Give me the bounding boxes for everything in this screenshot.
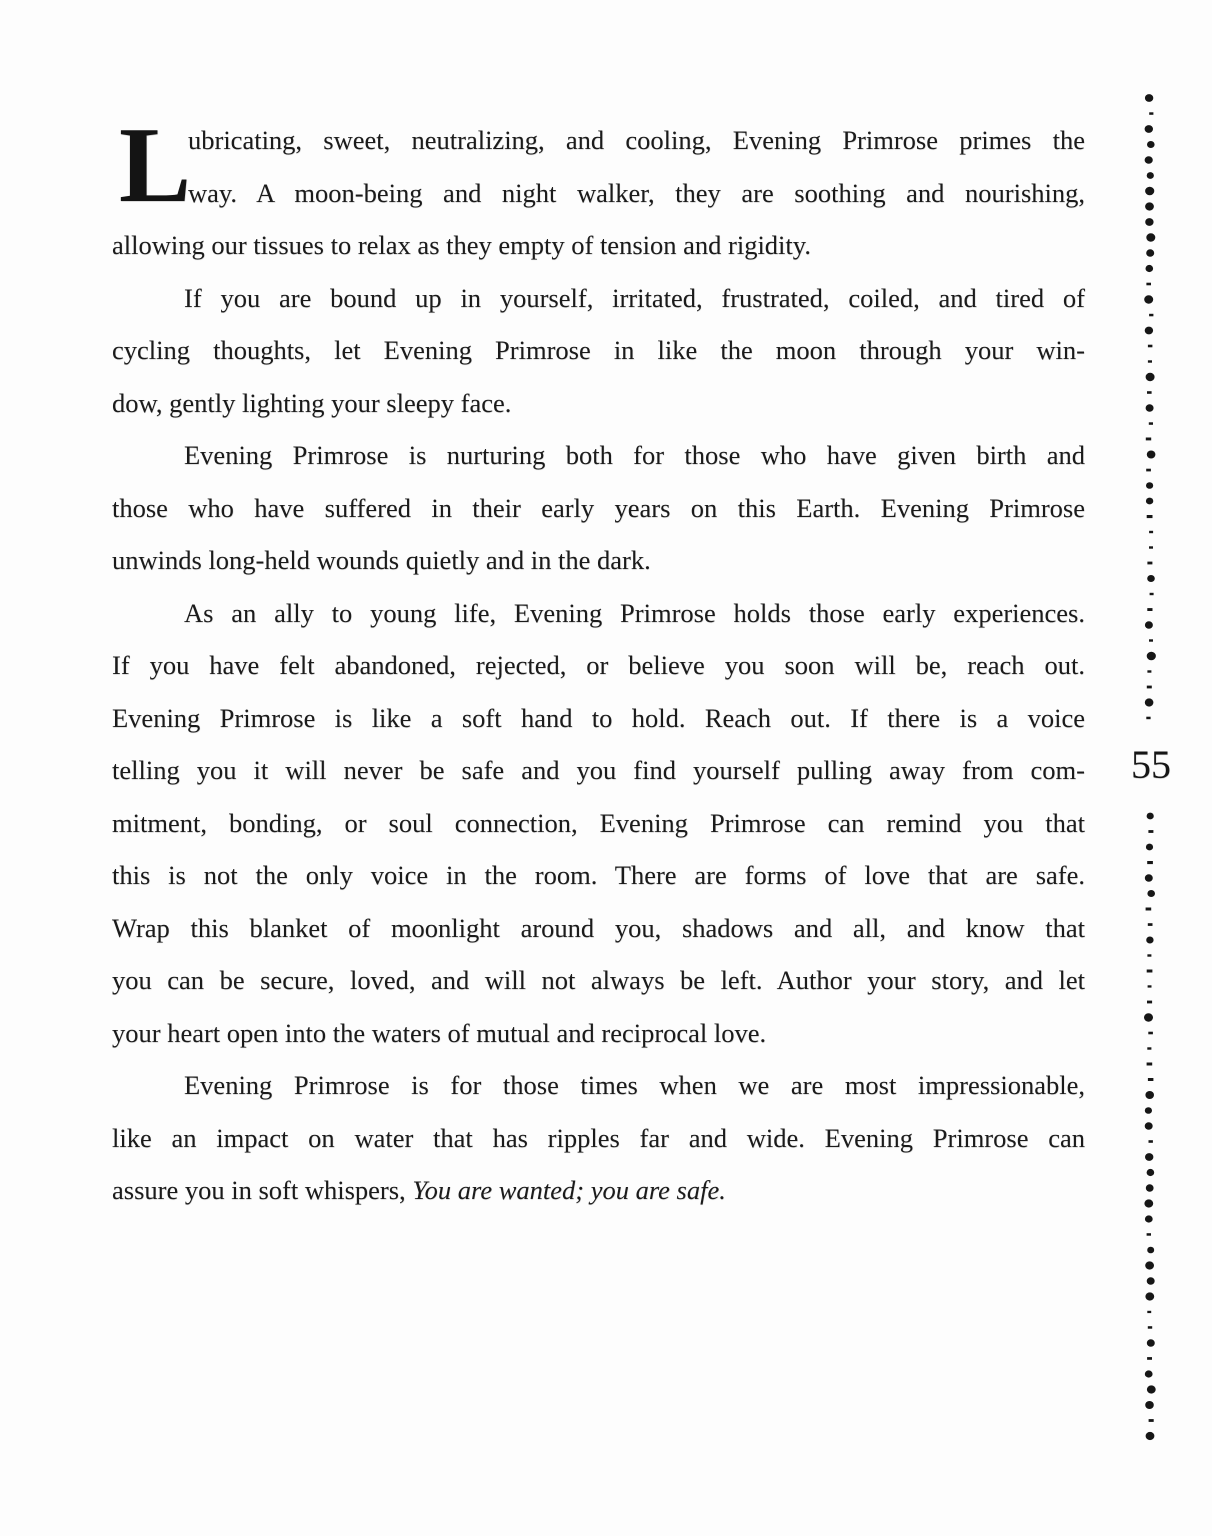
ornament-dot (1145, 1215, 1153, 1222)
paragraph (112, 272, 1085, 430)
ornament-dot (1146, 908, 1152, 911)
ornament-dot (1148, 1326, 1152, 1329)
ornament-dot (1149, 112, 1153, 115)
drop-cap: L (119, 106, 192, 225)
ornament-dot (1147, 954, 1151, 956)
ornament-dot (1147, 890, 1155, 897)
ornament-dot (1146, 937, 1153, 944)
ornament-dot (1147, 141, 1155, 148)
ornament-dot (1147, 1385, 1156, 1393)
ornament-dot (1149, 1419, 1154, 1422)
ornament-dot (1145, 125, 1153, 133)
ornament-dot (1146, 373, 1155, 381)
ornament-dot (1147, 1311, 1151, 1313)
ornament-dot (1146, 404, 1154, 411)
text-line (112, 1164, 1085, 1217)
ornament-dot (1147, 451, 1156, 459)
ornament-dot (1145, 698, 1154, 706)
ornament-dot (1147, 652, 1156, 661)
body-text (112, 106, 1085, 1217)
ornament-dot (1145, 874, 1153, 881)
text-line: unwinds long-held wounds quietly and in the dark. (112, 545, 651, 575)
ornament-dot (1145, 327, 1153, 335)
text-line: way. A moon-being and night walker, they are soothing and nourishing, (188, 177, 1085, 208)
ornament-dot (1149, 422, 1153, 425)
text-line: mitment, bonding, or soul connection, Evening Primrose can remind you that (112, 807, 1085, 838)
ornament-dot (1144, 1199, 1153, 1207)
ornament-dot (1147, 670, 1151, 672)
ornament-dot (1148, 345, 1153, 348)
ornament-dot (1147, 562, 1152, 565)
ornament-dot (1148, 985, 1152, 987)
ornament-dot (1146, 1432, 1155, 1440)
ornament-dot (1144, 295, 1153, 303)
ornament-dot (1145, 187, 1154, 196)
ornament-dot (1145, 94, 1153, 102)
text-line: like an impact on water that has ripples far and wide. Evening Primrose can (112, 1122, 1085, 1153)
ornament-dot (1149, 546, 1153, 548)
text-line: cycling thoughts, let Evening Primrose in like the moon through your win- (112, 335, 1085, 365)
ornament-dot (1146, 717, 1150, 720)
text-line: dow, gently lighting your sleepy face. (112, 387, 512, 418)
text-line: Evening Primrose is for those times when we are most impressionable, (184, 1070, 1085, 1100)
ornament-dot (1148, 1032, 1153, 1035)
ornament-dot (1148, 923, 1153, 926)
text-line: If you have felt abandoned, rejected, or believe you soon will be, reach out. (112, 650, 1085, 680)
page-number: 55 (1131, 742, 1171, 787)
text-line: Wrap this blanket of moonlight around you, shadows and all, and know that (112, 912, 1085, 943)
ornament-dot (1147, 515, 1153, 518)
ornament-dot (1147, 575, 1155, 582)
ornament-dot (1147, 970, 1153, 973)
text-line: If you are bound up in yourself, irritated, frustrated, coiled, and tired of (184, 282, 1085, 313)
ornament-dot (1145, 1122, 1153, 1129)
ornament-dot (1147, 1233, 1151, 1236)
ornament-dot (1147, 1047, 1151, 1049)
ornament-dot (1149, 314, 1153, 317)
ornament-dot (1145, 1292, 1154, 1300)
ornament-dot (1145, 202, 1154, 210)
ornament-dot (1144, 1013, 1153, 1021)
ornament-dot (1146, 498, 1153, 505)
ornament-dot (1149, 639, 1153, 641)
ornament-dot (1149, 531, 1153, 533)
ornament-dot (1147, 1339, 1155, 1346)
text-line: allowing our tissues to relax as they empty of tension and rigidity. (112, 230, 811, 260)
ornament-dot (1147, 1063, 1153, 1066)
ornament-dot (1148, 360, 1152, 362)
italic-text: You are wanted; you are safe. (412, 1175, 726, 1205)
text-line: your heart open into the waters of mutual and reciprocal love. (112, 1017, 767, 1048)
ornament-dot (1150, 593, 1154, 595)
ornament-dot (1147, 1357, 1152, 1360)
ornament-dot (1145, 1107, 1152, 1114)
ornament-dot (1147, 1277, 1155, 1284)
ornament-dot (1147, 861, 1153, 864)
ornament-dot (1146, 482, 1153, 489)
ornament-dot (1146, 1184, 1154, 1191)
ornament-dot (1145, 156, 1153, 164)
ornament-dot (1147, 1169, 1155, 1176)
ornament-dot (1147, 1001, 1152, 1004)
ornament-dot (1146, 438, 1151, 441)
paragraph (112, 1059, 1085, 1217)
ornament-dot (1146, 844, 1153, 851)
ornament-dot (1147, 391, 1152, 394)
ornament-dot (1145, 621, 1153, 629)
ornament-dot (1146, 283, 1151, 286)
ornament-dot (1147, 608, 1152, 611)
ornament-dot (1146, 249, 1154, 257)
paragraph (112, 429, 1085, 587)
paragraph (112, 106, 1085, 272)
text-line: those who have suffered in their early years on this Earth. Evening Primrose (112, 492, 1085, 523)
ornament-dot (1145, 1261, 1154, 1269)
ornament-dot (1147, 686, 1152, 689)
ornament-dot (1145, 1401, 1154, 1409)
text-line: Evening Primrose is like a soft hand to hold. Reach out. If there is a voice (112, 702, 1085, 733)
ornament-dot (1147, 172, 1154, 179)
text-line: ubricating, sweet, neutralizing, and cooling, Evening Primrose primes the (188, 125, 1085, 155)
text-line: telling you it will never be safe and you find yourself pulling away from com- (112, 755, 1085, 785)
ornament-dot (1145, 218, 1153, 226)
text-segment: assure you in soft whispers, (112, 1175, 413, 1205)
ornament-dot (1148, 830, 1153, 833)
text-line: this is not the only voice in the room. There are forms of love that are safe. (112, 860, 1085, 890)
text-line: you can be secure, loved, and will not always be left. Author your story, and let (112, 965, 1085, 995)
ornament-dot (1146, 233, 1155, 241)
ornament-dot (1146, 469, 1151, 472)
ornament-dot (1145, 1153, 1153, 1161)
ornament-dot (1147, 1247, 1154, 1254)
ornament-dot (1148, 1078, 1154, 1081)
text-line: Evening Primrose is nurturing both for those who have given birth and (184, 440, 1085, 470)
ornament-dot (1145, 1370, 1153, 1377)
ornament-dot (1149, 1140, 1153, 1143)
ornament-dot (1145, 1091, 1154, 1099)
ornament-dot (1147, 813, 1154, 820)
ornament-dot (1146, 265, 1154, 272)
text-line: As an ally to young life, Evening Primrose holds those early experiences. (184, 597, 1085, 628)
paragraph (112, 587, 1085, 1060)
